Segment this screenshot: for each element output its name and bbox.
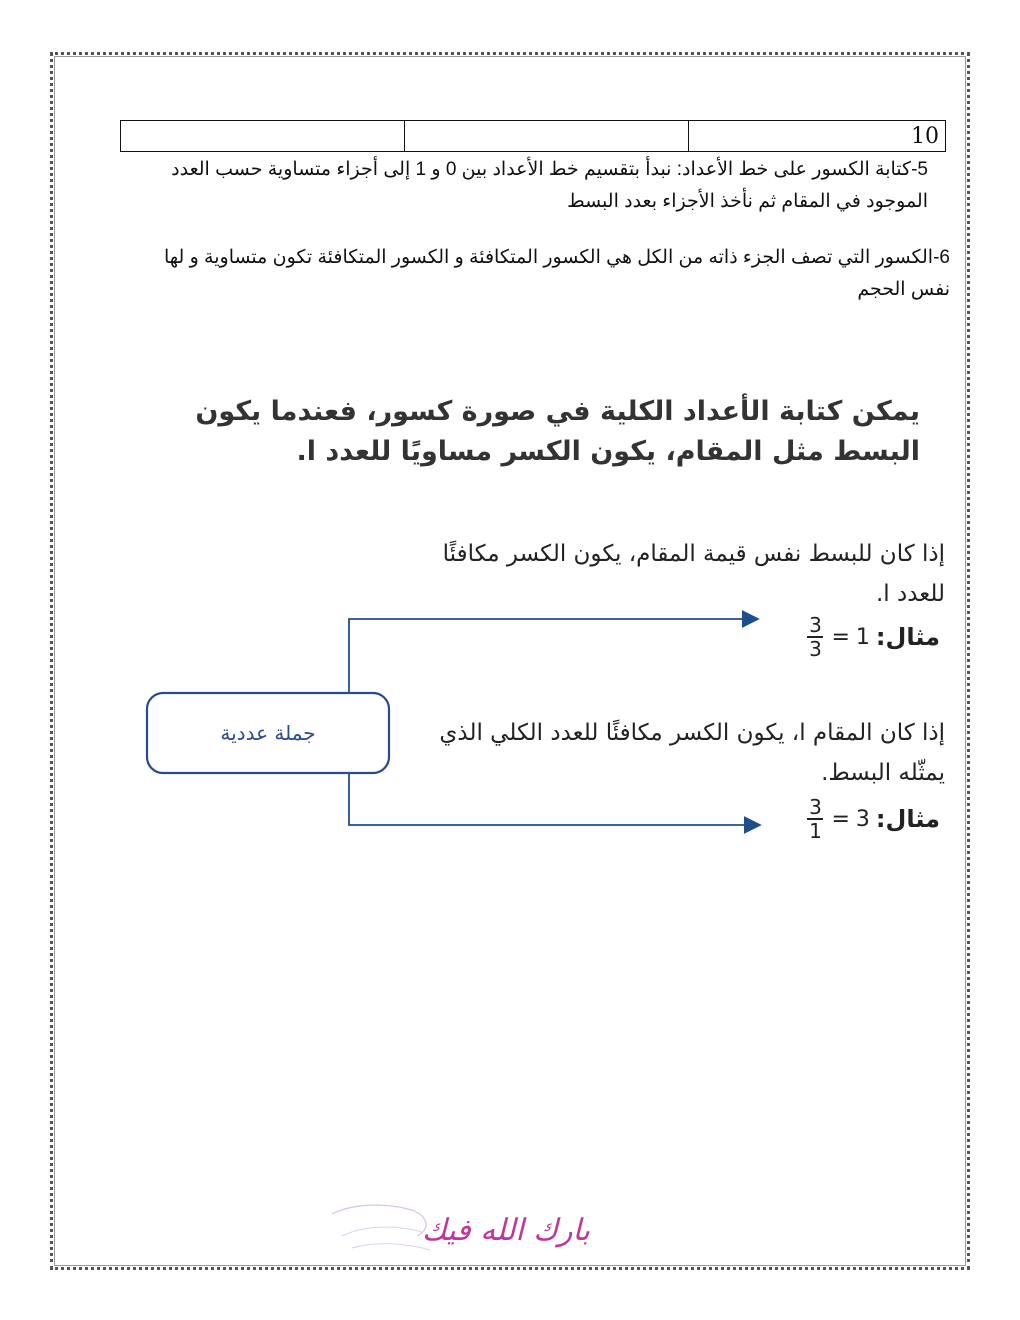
arrow-upper	[349, 619, 758, 693]
example-1-fraction	[807, 614, 823, 660]
example-2-numerator: 3	[809, 795, 822, 819]
example-1-equals: =	[831, 624, 850, 650]
example-1-label: مثال:	[875, 623, 940, 651]
example-2-denominator: 1	[809, 819, 822, 843]
example-1-numerator: 3	[809, 613, 822, 637]
callout-text: يمكن كتابة الأعداد الكلية في صورة كسور، فعندما يكون البسط مثل المقام، يكون الكسر مساويًا للعدد ا.	[195, 396, 920, 467]
rule-2: إذا كان المقام ا، يكون الكسر مكافئًا للعدد الكلي الذي يمثّله البسط.	[439, 720, 945, 786]
signature-text: بارك الله فيك	[422, 1213, 590, 1248]
example-1-lhs: 1	[855, 624, 870, 650]
example-1	[805, 614, 940, 660]
example-2-fraction	[807, 796, 823, 842]
example-1-denominator: 3	[809, 637, 822, 661]
example-2-lhs: 3	[855, 806, 870, 832]
box-label: جملة عددية	[220, 721, 316, 745]
signature-image	[112, 1196, 590, 1266]
example-2	[805, 796, 940, 842]
paragraph-5: 5-كتابة الكسور على خط الأعداد: نبدأ بتقسيم خط الأعداد بين 0 و 1 إلى أجزاء متساوية حسب العدد الموجود في المقام ثم نأخذ الأجزاء بعدد البسط	[171, 159, 928, 212]
example-2-equals: =	[831, 806, 850, 832]
rule-1: إذا كان للبسط نفس قيمة المقام، يكون الكسر مكافئًا للعدد ا.	[442, 541, 945, 607]
table-cell-number: 10	[689, 121, 946, 152]
example-2-label: مثال:	[875, 805, 940, 833]
paragraph-6: 6-الكسور التي تصف الجزء ذاته من الكل هي الكسور المتكافئة و الكسور المتكافئة تكون متساوية و لها نفس الحجم	[163, 247, 950, 300]
